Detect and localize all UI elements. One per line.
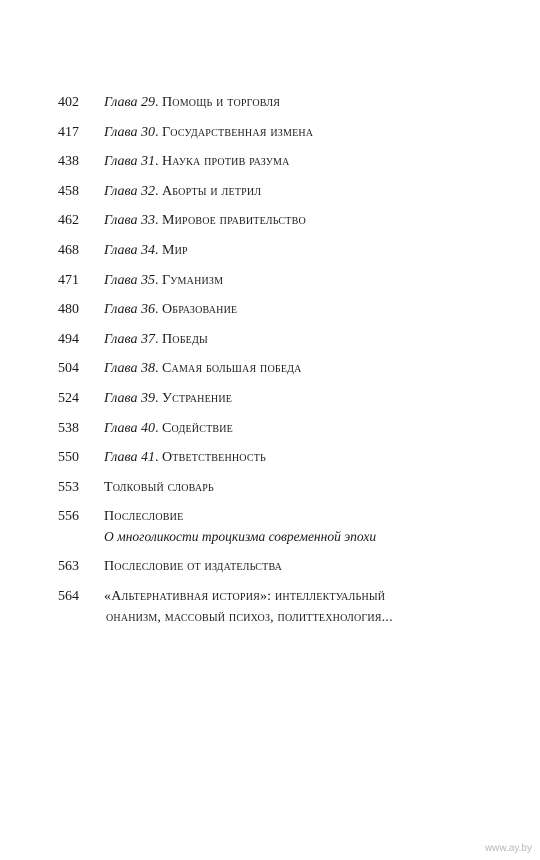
chapter-title: Гуманизм (161, 272, 224, 288)
page-number: 458 (58, 183, 79, 199)
toc-entry: Глава 33. Мировое правительство (104, 213, 306, 229)
chapter-label: Глава 31 (104, 154, 155, 170)
page-number: 556 (58, 509, 79, 525)
page-number: 462 (58, 213, 79, 229)
appendix-title-line-1: «Альтернативная история»: интеллектуальный (104, 588, 386, 604)
toc-entry: Глава 32. Аборты и летрил (104, 183, 262, 199)
chapter-title: Устранение (161, 390, 233, 406)
chapter-label: Глава 37 (104, 331, 155, 347)
page-number: 504 (58, 361, 79, 377)
toc-entry: Глава 37. Победы (104, 331, 208, 347)
toc-row (58, 388, 498, 409)
chapter-title: Мировое правительство (161, 213, 306, 229)
toc-row (58, 299, 498, 320)
page-number: 564 (58, 588, 79, 604)
toc-row-glossary (58, 477, 498, 498)
toc-row (58, 122, 498, 143)
afterword-title: Послесловие (104, 509, 184, 525)
chapter-label: Глава 41 (104, 450, 155, 466)
chapter-label: Глава 34 (104, 242, 155, 258)
page-number: 468 (58, 242, 79, 258)
page-number: 471 (58, 272, 79, 288)
chapter-label: Глава 38 (104, 361, 155, 377)
toc-entry: Глава 36. Образование (104, 302, 238, 318)
chapter-label: Глава 30 (104, 124, 155, 140)
toc-entry (104, 586, 498, 628)
toc-row (58, 447, 498, 468)
publisher-afterword-title: Послесловие от издательства (104, 558, 283, 574)
chapter-title: Аборты и летрил (161, 183, 262, 199)
glossary-title: Толковый словарь (104, 479, 215, 495)
page-number: 480 (58, 302, 79, 318)
chapter-title: Помощь и торговля (161, 95, 281, 110)
toc-row (58, 92, 498, 113)
page-number: 402 (58, 95, 79, 110)
toc-row (58, 270, 498, 291)
toc-entry: Глава 39. Устранение (104, 390, 233, 406)
toc-entry: Глава 40. Содействие (104, 420, 233, 436)
chapter-title: Мир (161, 242, 188, 258)
chapter-title: Образование (161, 302, 238, 318)
chapter-title: Государственная измена (161, 124, 314, 140)
page-number: 524 (58, 390, 79, 406)
toc-entry: Глава 41. Ответственность (104, 450, 266, 466)
table-of-contents (58, 92, 498, 636)
chapter-label: Глава 36 (104, 302, 155, 318)
toc-entry: Глава 29. Помощь и торговля (104, 95, 281, 110)
page-number: 553 (58, 479, 79, 495)
chapter-title: Наука против разума (161, 154, 290, 170)
toc-row (58, 151, 498, 172)
toc-row (58, 240, 498, 261)
toc-row-afterword (58, 506, 498, 547)
toc-entry: Глава 38. Самая большая победа (104, 361, 302, 377)
page-number: 550 (58, 450, 79, 466)
chapter-label: Глава 32 (104, 183, 155, 199)
chapter-title: Самая большая победа (161, 361, 302, 377)
toc-entry (104, 506, 498, 547)
chapter-label: Глава 40 (104, 420, 155, 436)
appendix-title-line-2: онанизм, массовый психоз, политтехнология... (106, 609, 393, 625)
toc-entry: Глава 31. Наука против разума (104, 154, 290, 170)
toc-row-publisher-afterword (58, 556, 498, 577)
chapter-label: Глава 35 (104, 272, 155, 288)
page-number: 438 (58, 154, 79, 170)
toc-row-appendix (58, 586, 498, 628)
watermark: www.ay.by (484, 843, 532, 854)
toc-row (58, 210, 498, 231)
page-number: 538 (58, 420, 79, 436)
chapter-title: Победы (161, 331, 208, 347)
page-number: 563 (58, 558, 79, 574)
page-number: 417 (58, 124, 79, 140)
page-number: 494 (58, 331, 79, 347)
toc-entry: Глава 34. Мир (104, 242, 188, 258)
toc-entry: Глава 30. Государственная измена (104, 124, 314, 140)
chapter-title: Ответственность (161, 450, 266, 466)
chapter-title: Содействие (161, 420, 233, 436)
afterword-subtitle: О многоликости троцкизма современной эпохи (104, 529, 377, 545)
chapter-label: Глава 33 (104, 213, 155, 229)
chapter-label: Глава 29 (104, 95, 155, 110)
toc-row (58, 329, 498, 350)
toc-row (58, 418, 498, 439)
toc-row (58, 181, 498, 202)
chapter-label: Глава 39 (104, 390, 155, 406)
toc-row (58, 358, 498, 379)
toc-entry: Глава 35. Гуманизм (104, 272, 224, 288)
